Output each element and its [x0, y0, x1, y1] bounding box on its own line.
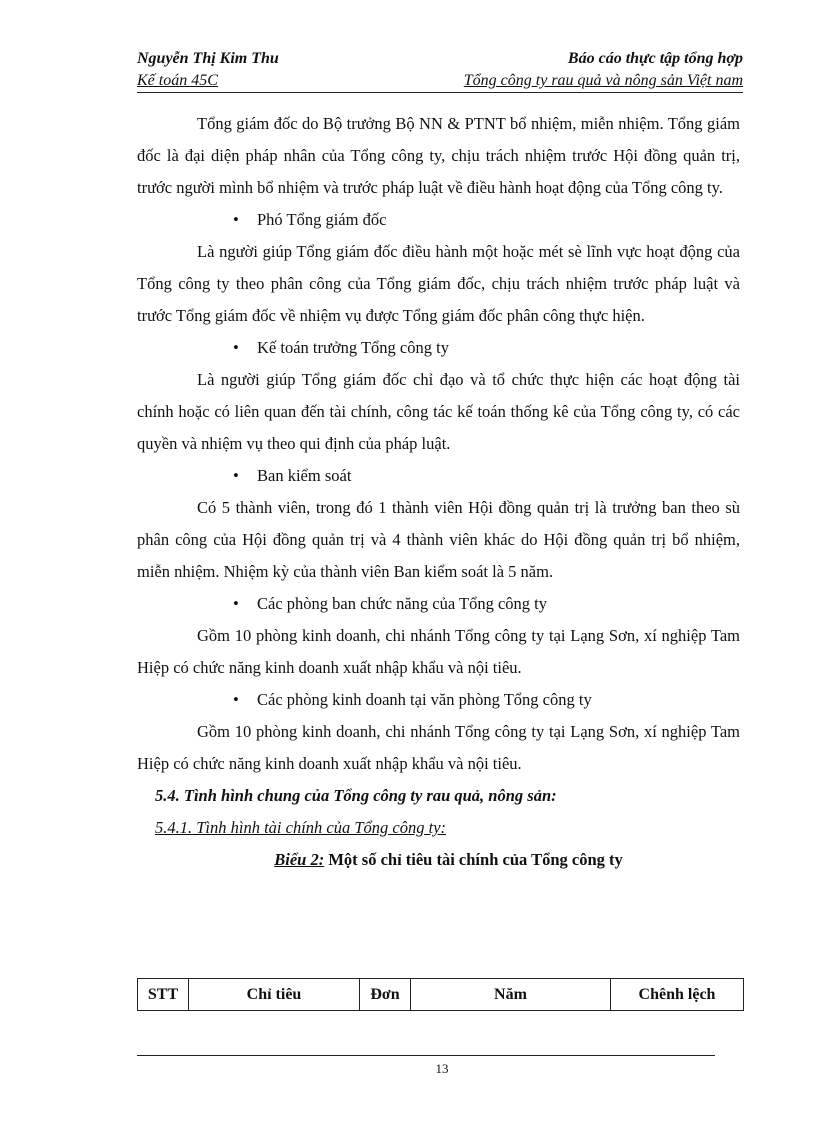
bullet-icon: •	[233, 594, 239, 613]
bullet-business-departments	[137, 684, 740, 716]
bullet-label: Kế toán trưởng Tổng công ty	[257, 338, 449, 357]
bullet-control-board	[137, 460, 740, 492]
table-caption	[137, 844, 740, 876]
page-number: 13	[435, 1061, 449, 1076]
footer-rule	[137, 1055, 715, 1056]
bullet-icon: •	[233, 466, 239, 485]
table-header-row	[138, 979, 744, 1011]
paragraph-general-director: Tổng giám đốc do Bộ trưởng Bộ NN & PTNT bổ nhiệm, miễn nhiệm. Tổng giám đốc là đại diện pháp nhân của Tổng công ty, chịu trách nhiệm trước Hội đồng quản trị, trước người mình bổ nhiệm và trước pháp luật về điều hành hoạt động của Tổng công ty.	[137, 114, 740, 197]
document-body	[137, 108, 740, 876]
header-cell-stt: STT	[138, 979, 189, 1011]
header-cell-indicator: Chỉ tiêu	[189, 979, 360, 1011]
section-heading: 5.4. Tình hình chung của Tổng công ty rau quả, nông sản:	[155, 786, 557, 805]
bullet-label: Ban kiểm soát	[257, 466, 352, 485]
header-author: Nguyễn Thị Kim Thu	[137, 50, 279, 67]
paragraph-functional-departments: Gồm 10 phòng kinh doanh, chi nhánh Tổng công ty tại Lạng Sơn, xí nghiệp Tam Hiệp có chức năng kinh doanh xuất nhập khẩu và nội tiêu.	[137, 626, 740, 677]
header-cell-difference: Chênh lệch	[611, 979, 744, 1011]
bullet-label: Các phòng kinh doanh tại văn phòng Tổng công ty	[257, 690, 592, 709]
header-cell-year: Năm	[411, 979, 611, 1011]
header-company: Tổng công ty rau quả và nông sản Việt nam	[463, 72, 743, 89]
bullet-icon: •	[233, 690, 239, 709]
financial-indicators-table	[137, 978, 744, 1011]
bullet-icon: •	[233, 338, 239, 357]
paragraph-control-board: Có 5 thành viên, trong đó 1 thành viên Hội đồng quản trị là trưởng ban theo sù phân công của Hội đồng quản trị và 4 thành viên khác do Hội đồng quản trị bổ nhiệm, miễn nhiệm. Nhiệm kỳ của thành viên Ban kiểm soát là 5 năm.	[137, 498, 740, 581]
bullet-label: Phó Tổng giám đốc	[257, 210, 387, 229]
paragraph-business-departments: Gồm 10 phòng kinh doanh, chi nhánh Tổng công ty tại Lạng Sơn, xí nghiệp Tam Hiệp có chức năng kinh doanh xuất nhập khẩu và nội tiêu.	[137, 722, 740, 773]
bullet-deputy-director	[137, 204, 740, 236]
paragraph-deputy-director: Là người giúp Tổng giám đốc điều hành một hoặc mét sè lĩnh vực hoạt động của Tổng công ty theo phân công của Tổng giám đốc, chịu trách nhiệm trước pháp luật và trước Tổng giám đốc về nhiệm vụ được Tổng giám đốc phân công thực hiện.	[137, 242, 740, 325]
bullet-icon: •	[233, 210, 239, 229]
header-cell-unit: Đơn	[360, 979, 411, 1011]
table-caption-text: Một số chỉ tiêu tài chính của Tổng công ty	[324, 850, 623, 869]
subsection-heading: 5.4.1. Tình hình tài chính của Tổng công ty:	[155, 818, 447, 837]
bullet-functional-departments	[137, 588, 740, 620]
header-rule	[137, 92, 743, 93]
bullet-chief-accountant	[137, 332, 740, 364]
bullet-label: Các phòng ban chức năng của Tổng công ty	[257, 594, 547, 613]
paragraph-chief-accountant: Là người giúp Tổng giám đốc chỉ đạo và tổ chức thực hiện các hoạt động tài chính hoặc có liên quan đến tài chính, công tác kế toán thống kê của Tổng công ty, có các quyền và nhiệm vụ theo qui định của pháp luật.	[137, 370, 740, 453]
header-report-title: Báo cáo thực tập tổng hợp	[567, 50, 743, 67]
table-caption-label: Biểu 2:	[274, 850, 325, 869]
header-class: Kế toán 45C	[137, 72, 218, 89]
